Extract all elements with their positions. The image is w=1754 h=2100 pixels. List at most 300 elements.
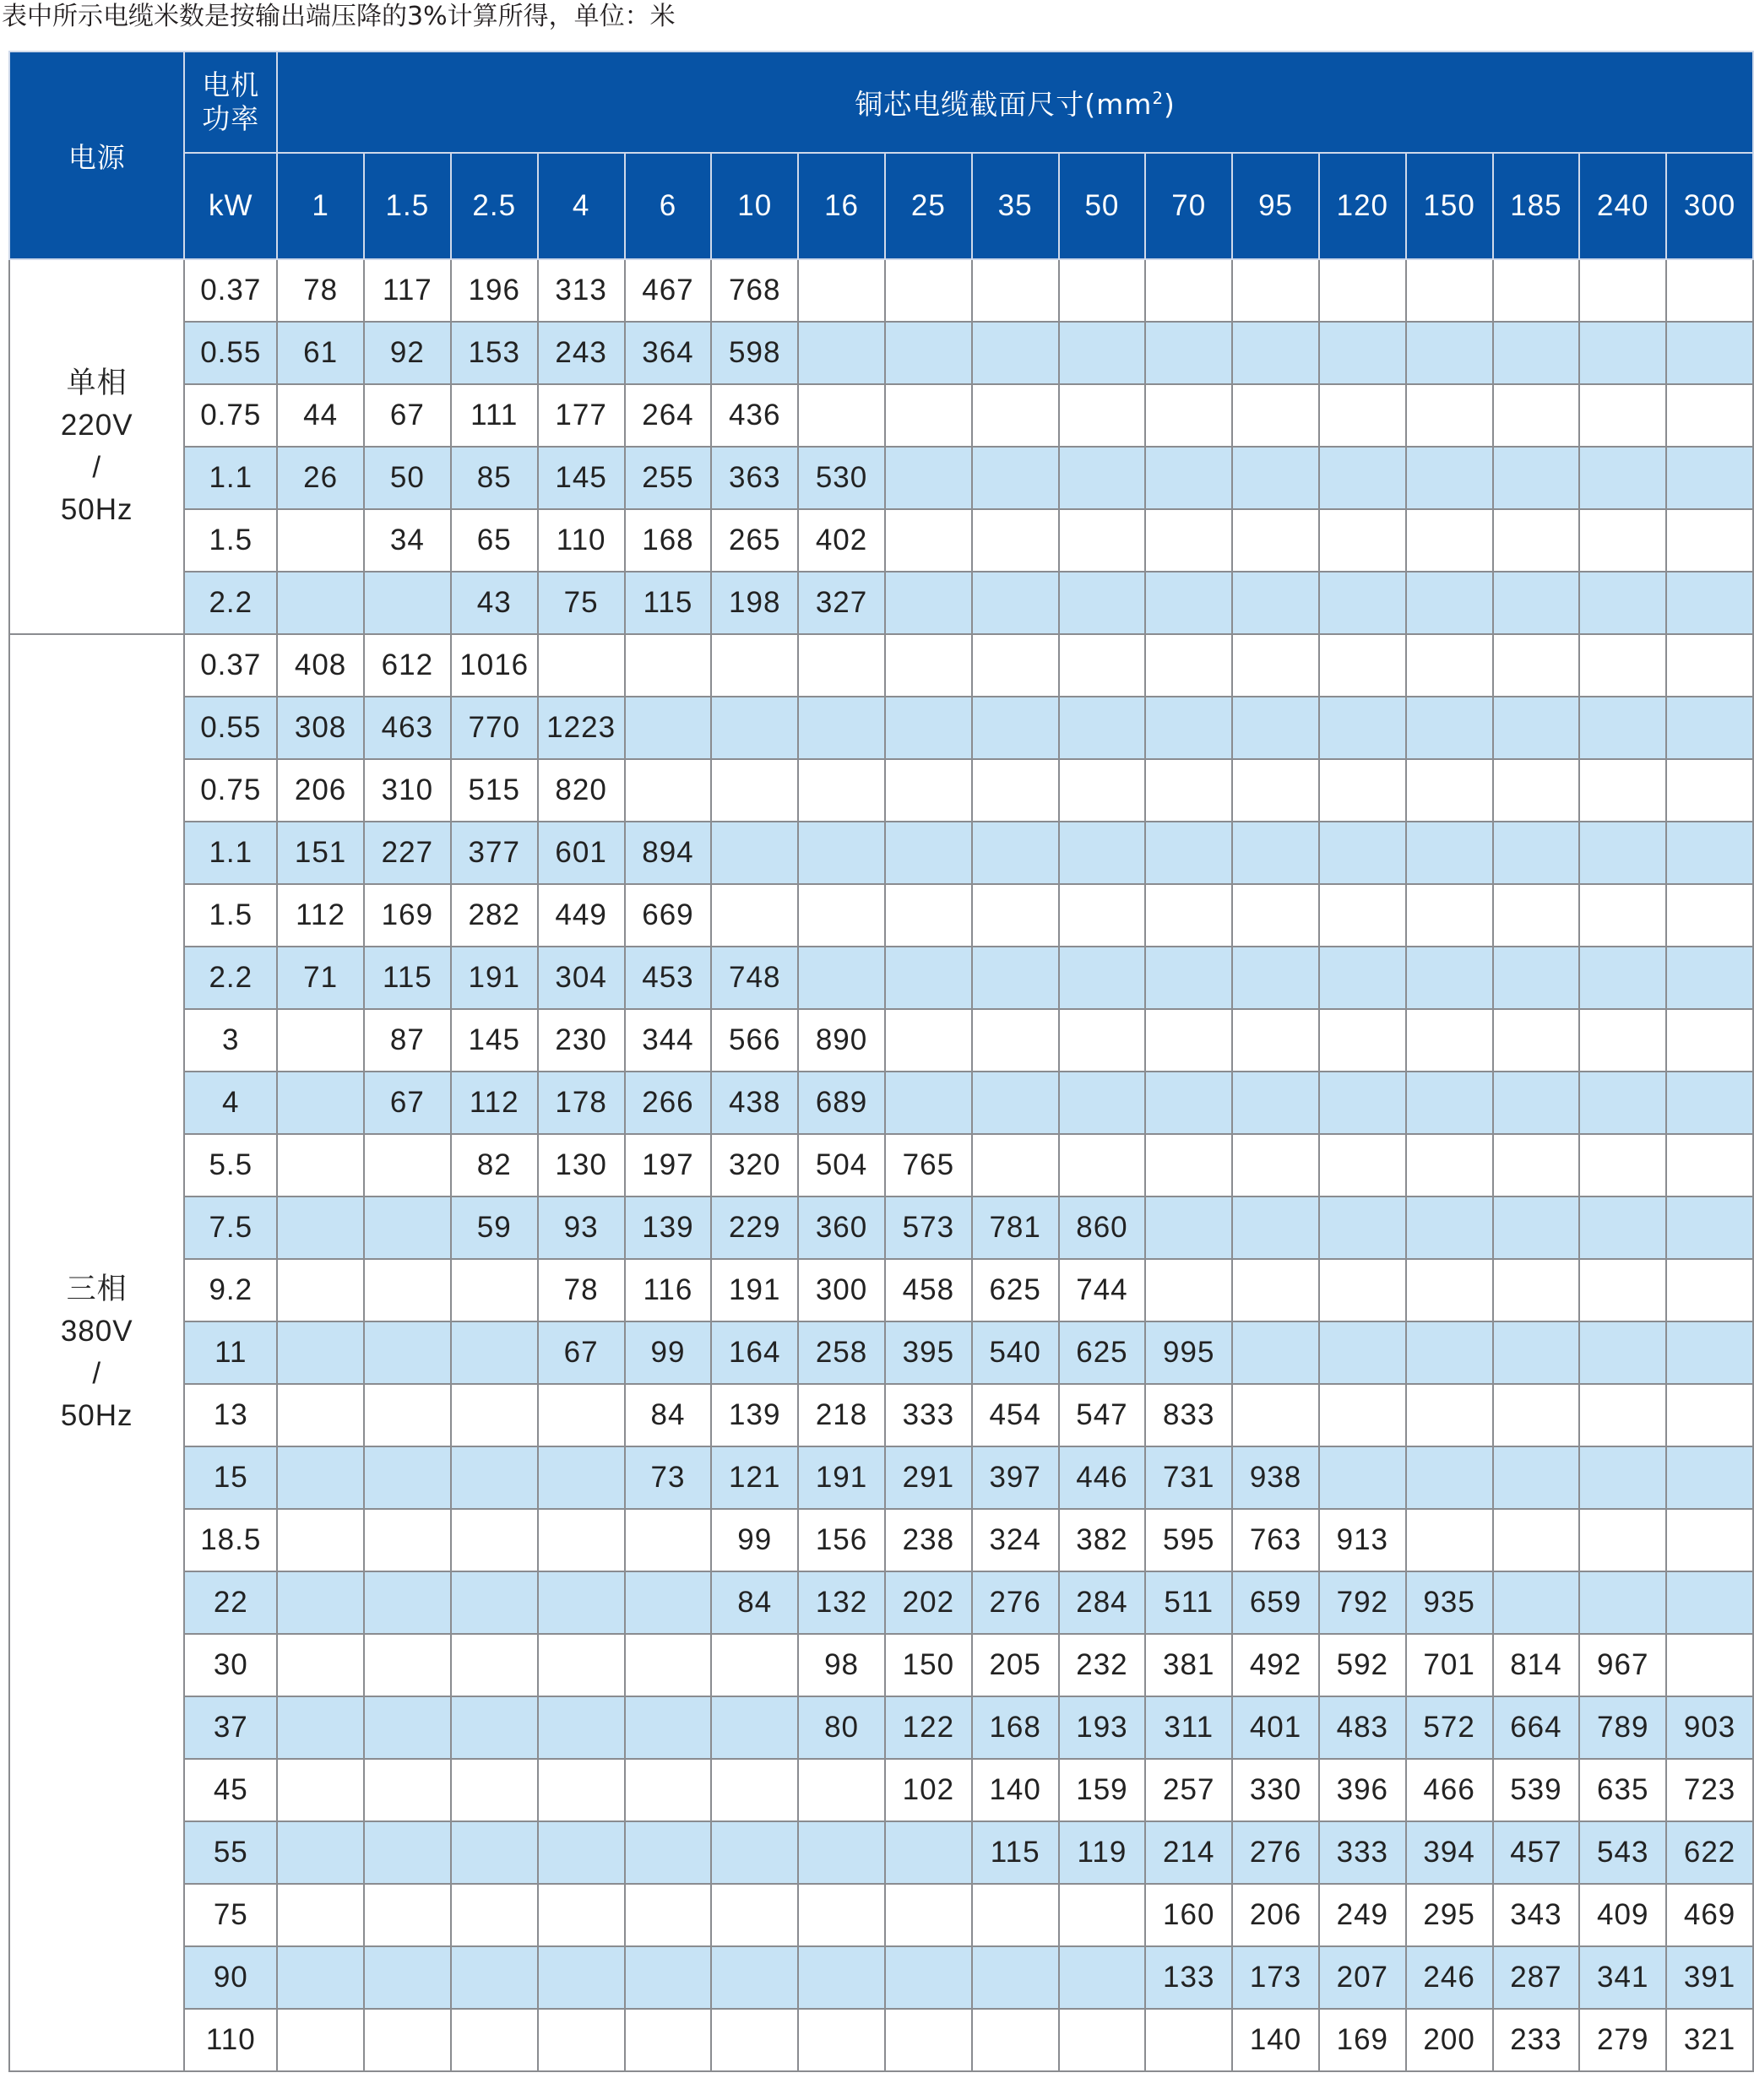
cable-length-cell: 169: [1319, 2009, 1406, 2071]
cable-length-cell: [538, 1634, 625, 1696]
motor-power-cell: 11: [184, 1321, 277, 1384]
cable-length-cell: [1666, 1134, 1753, 1197]
cable-length-cell: [1666, 634, 1753, 697]
cable-length-cell: 344: [625, 1009, 712, 1072]
cable-length-cell: [1406, 884, 1493, 947]
motor-power-cell: 0.75: [184, 384, 277, 447]
cable-length-cell: 396: [1319, 1759, 1406, 1821]
cable-length-cell: 117: [364, 259, 451, 322]
cable-length-cell: [1406, 509, 1493, 572]
cable-length-cell: 321: [1666, 2009, 1753, 2071]
cable-length-cell: [625, 697, 712, 759]
cable-length-cell: [1406, 1446, 1493, 1509]
table-row: [9, 1759, 1753, 1821]
cable-length-cell: [451, 1259, 538, 1321]
cable-length-cell: [1319, 1446, 1406, 1509]
power-source-line: /: [92, 1357, 102, 1390]
cable-length-cell: [625, 1634, 712, 1696]
cable-length-cell: [972, 1072, 1059, 1134]
cable-length-cell: [625, 2009, 712, 2071]
cable-length-cell: [798, 947, 885, 1009]
header-size-cell: 70: [1145, 153, 1232, 259]
cable-length-cell: [1493, 1321, 1580, 1384]
cable-length-cell: 492: [1232, 1634, 1319, 1696]
cable-length-cell: [1666, 384, 1753, 447]
cable-length-cell: 409: [1579, 1884, 1666, 1946]
cable-length-cell: [1493, 509, 1580, 572]
cable-length-cell: [451, 2009, 538, 2071]
cable-length-cell: [1406, 634, 1493, 697]
header-size-row: [9, 153, 1753, 259]
cable-length-cell: [1493, 259, 1580, 322]
cable-length-cell: [1319, 259, 1406, 322]
cable-length-cell: [1666, 259, 1753, 322]
cable-length-cell: [1145, 634, 1232, 697]
cable-length-cell: [1145, 1197, 1232, 1259]
motor-power-cell: 1.1: [184, 447, 277, 509]
cable-length-cell: 814: [1493, 1634, 1580, 1696]
cable-length-cell: 449: [538, 884, 625, 947]
cable-length-cell: [1319, 697, 1406, 759]
cable-length-cell: 233: [1493, 2009, 1580, 2071]
cable-length-cell: [277, 1821, 364, 1884]
header-cable-size-title-close: ): [1164, 87, 1176, 121]
header-size-cell: 16: [798, 153, 885, 259]
cable-length-cell: 364: [625, 322, 712, 384]
cable-length-cell: 748: [711, 947, 798, 1009]
cable-length-cell: [1232, 884, 1319, 947]
cable-length-cell: [1319, 509, 1406, 572]
cable-length-cell: 311: [1145, 1696, 1232, 1759]
cable-length-cell: 612: [364, 634, 451, 697]
header-size-cell: 25: [885, 153, 972, 259]
cable-length-cell: [1145, 1259, 1232, 1321]
cable-length-cell: 701: [1406, 1634, 1493, 1696]
cable-length-cell: [798, 634, 885, 697]
cable-length-cell: [972, 384, 1059, 447]
power-source-line: 220V: [60, 409, 133, 442]
cable-length-cell: [1406, 1134, 1493, 1197]
cable-length-cell: 436: [711, 384, 798, 447]
cable-length-cell: [364, 1696, 451, 1759]
cable-length-cell: [1579, 822, 1666, 884]
motor-power-cell: 1.5: [184, 884, 277, 947]
motor-power-cell: 5.5: [184, 1134, 277, 1197]
motor-power-cell: 0.75: [184, 759, 277, 822]
cable-length-cell: [1666, 697, 1753, 759]
cable-length-cell: 139: [625, 1197, 712, 1259]
cable-length-cell: 765: [885, 1134, 972, 1197]
cable-length-cell: [711, 1634, 798, 1696]
cable-length-cell: 65: [451, 509, 538, 572]
cable-length-cell: [1579, 1321, 1666, 1384]
cable-length-cell: 324: [972, 1509, 1059, 1571]
cable-length-cell: [711, 1946, 798, 2009]
cable-length-cell: 903: [1666, 1696, 1753, 1759]
cable-length-cell: [972, 447, 1059, 509]
cable-length-cell: [1666, 947, 1753, 1009]
cable-length-cell: 394: [1406, 1821, 1493, 1884]
cable-length-cell: 689: [798, 1072, 885, 1134]
motor-power-cell: 30: [184, 1634, 277, 1696]
cable-length-cell: 833: [1145, 1384, 1232, 1446]
cable-length-cell: [1666, 1509, 1753, 1571]
motor-power-cell: 0.55: [184, 322, 277, 384]
cable-length-cell: 67: [538, 1321, 625, 1384]
cable-length-cell: 789: [1579, 1696, 1666, 1759]
cable-length-cell: [1493, 1446, 1580, 1509]
cable-length-cell: [1406, 322, 1493, 384]
cable-length-cell: [1493, 572, 1580, 634]
cable-length-cell: 333: [885, 1384, 972, 1446]
cable-length-cell: [885, 822, 972, 884]
cable-length-cell: 115: [972, 1821, 1059, 1884]
cable-length-cell: [1059, 1884, 1146, 1946]
cable-length-cell: 1223: [538, 697, 625, 759]
cable-length-cell: [1319, 1384, 1406, 1446]
cable-length-cell: 540: [972, 1321, 1059, 1384]
cable-length-cell: [711, 697, 798, 759]
header-size-cell: 1: [277, 153, 364, 259]
cable-length-cell: [538, 2009, 625, 2071]
table-row: [9, 884, 1753, 947]
cable-length-cell: [1232, 322, 1319, 384]
cable-length-cell: [538, 1821, 625, 1884]
cable-length-cell: 308: [277, 697, 364, 759]
cable-length-cell: [1406, 1384, 1493, 1446]
motor-power-cell: 37: [184, 1696, 277, 1759]
cable-length-cell: [625, 759, 712, 822]
cable-length-cell: 115: [364, 947, 451, 1009]
cable-length-cell: [1059, 322, 1146, 384]
header-power-source: 电源: [9, 52, 184, 259]
cable-length-cell: 84: [625, 1384, 712, 1446]
cable-length-cell: 768: [711, 259, 798, 322]
cable-length-cell: [1059, 759, 1146, 822]
cable-length-cell: [625, 1884, 712, 1946]
cable-length-cell: [1145, 947, 1232, 1009]
cable-length-cell: [885, 1884, 972, 1946]
cable-length-cell: [451, 1696, 538, 1759]
cable-length-cell: [1145, 509, 1232, 572]
cable-length-cell: [1406, 1509, 1493, 1571]
header-size-cell: 50: [1059, 153, 1146, 259]
cable-length-cell: [538, 1571, 625, 1634]
cable-length-cell: [798, 822, 885, 884]
cable-length-cell: 168: [972, 1696, 1059, 1759]
motor-power-cell: 4: [184, 1072, 277, 1134]
cable-length-cell: 230: [538, 1009, 625, 1072]
cable-length-cell: [972, 1946, 1059, 2009]
cable-length-cell: [1145, 697, 1232, 759]
cable-length-cell: [885, 572, 972, 634]
cable-length-cell: [1406, 1197, 1493, 1259]
cable-length-cell: [451, 1509, 538, 1571]
cable-length-cell: [885, 697, 972, 759]
table-row: [9, 697, 1753, 759]
cable-length-cell: [277, 1072, 364, 1134]
cable-length-cell: [1319, 572, 1406, 634]
cable-length-cell: [1059, 1009, 1146, 1072]
motor-power-cell: 45: [184, 1759, 277, 1821]
cable-length-cell: [1493, 1571, 1580, 1634]
cable-length-cell: 295: [1406, 1884, 1493, 1946]
cable-length-cell: 67: [364, 384, 451, 447]
cable-length-cell: [1406, 947, 1493, 1009]
cable-length-cell: [364, 1759, 451, 1821]
cable-length-cell: 363: [711, 447, 798, 509]
cable-length-cell: 391: [1666, 1946, 1753, 2009]
cable-length-cell: 258: [798, 1321, 885, 1384]
cable-length-cell: [625, 1821, 712, 1884]
cable-length-cell: [277, 1134, 364, 1197]
cable-length-cell: 341: [1579, 1946, 1666, 2009]
cable-length-cell: 191: [711, 1259, 798, 1321]
cable-length-cell: [972, 759, 1059, 822]
table-row: [9, 1509, 1753, 1571]
cable-length-cell: [972, 322, 1059, 384]
cable-length-cell: 530: [798, 447, 885, 509]
header-size-cell: 95: [1232, 153, 1319, 259]
cable-length-cell: 73: [625, 1446, 712, 1509]
cable-length-cell: [1059, 384, 1146, 447]
cable-length-cell: [277, 509, 364, 572]
cable-length-cell: 446: [1059, 1446, 1146, 1509]
cable-length-cell: 913: [1319, 1509, 1406, 1571]
cable-length-cell: [1406, 1072, 1493, 1134]
cable-length-cell: [1493, 1509, 1580, 1571]
cable-length-cell: 723: [1666, 1759, 1753, 1821]
motor-power-cell: 15: [184, 1446, 277, 1509]
motor-power-cell: 9.2: [184, 1259, 277, 1321]
cable-length-cell: [1319, 947, 1406, 1009]
header-cable-size-superscript: 2: [1152, 88, 1165, 108]
cable-length-cell: [277, 1759, 364, 1821]
cable-length-cell: 238: [885, 1509, 972, 1571]
cable-length-cell: [1579, 1384, 1666, 1446]
cable-length-cell: [711, 634, 798, 697]
cable-length-cell: 279: [1579, 2009, 1666, 2071]
cable-length-cell: 266: [625, 1072, 712, 1134]
cable-length-cell: [1579, 884, 1666, 947]
cable-length-cell: [711, 1759, 798, 1821]
cable-length-cell: [711, 884, 798, 947]
cable-length-cell: 249: [1319, 1884, 1406, 1946]
cable-length-cell: [1493, 759, 1580, 822]
cable-length-cell: [1232, 1072, 1319, 1134]
cable-length-cell: 93: [538, 1197, 625, 1259]
header-size-cell: 1.5: [364, 153, 451, 259]
cable-length-cell: [885, 884, 972, 947]
cable-length-cell: [1579, 572, 1666, 634]
cable-length-cell: [711, 822, 798, 884]
cable-length-cell: [1493, 947, 1580, 1009]
cable-length-cell: [972, 1884, 1059, 1946]
cable-length-cell: [798, 259, 885, 322]
cable-length-cell: [972, 634, 1059, 697]
power-source-line: /: [92, 451, 102, 484]
cable-length-cell: 169: [364, 884, 451, 947]
cable-length-cell: 115: [625, 572, 712, 634]
cable-length-cell: [1406, 384, 1493, 447]
cable-length-cell: [538, 1759, 625, 1821]
motor-power-cell: 2.2: [184, 572, 277, 634]
cable-length-cell: [1319, 1197, 1406, 1259]
cable-length-cell: 59: [451, 1197, 538, 1259]
cable-length-cell: 75: [538, 572, 625, 634]
cable-length-cell: [277, 1197, 364, 1259]
cable-length-cell: [798, 1759, 885, 1821]
cable-length-cell: 198: [711, 572, 798, 634]
table-row: [9, 1321, 1753, 1384]
cable-length-cell: [538, 634, 625, 697]
header-size-cell: 150: [1406, 153, 1493, 259]
cable-length-cell: 99: [711, 1509, 798, 1571]
cable-length-cell: 145: [538, 447, 625, 509]
power-source-line: 380V: [60, 1315, 133, 1348]
header-size-cell: 6: [625, 153, 712, 259]
table-row: [9, 634, 1753, 697]
cable-length-cell: [277, 1259, 364, 1321]
cable-length-cell: [1145, 1072, 1232, 1134]
cable-length-cell: [1666, 1321, 1753, 1384]
cable-length-cell: [1579, 1446, 1666, 1509]
cable-length-cell: 243: [538, 322, 625, 384]
cable-length-cell: 408: [277, 634, 364, 697]
cable-length-cell: 160: [1145, 1884, 1232, 1946]
cable-length-cell: [451, 1884, 538, 1946]
cable-length-cell: [1232, 634, 1319, 697]
header-kw-unit: kW: [184, 153, 277, 259]
header-size-cell: 4: [538, 153, 625, 259]
cable-length-cell: [1059, 259, 1146, 322]
cable-length-cell: [885, 2009, 972, 2071]
cable-length-cell: 191: [451, 947, 538, 1009]
cable-length-cell: 467: [625, 259, 712, 322]
cable-length-cell: [972, 1134, 1059, 1197]
cable-length-cell: 257: [1145, 1759, 1232, 1821]
cable-length-cell: [1579, 1571, 1666, 1634]
cable-length-cell: 573: [885, 1197, 972, 1259]
cable-length-cell: 397: [972, 1446, 1059, 1509]
cable-length-cell: [972, 259, 1059, 322]
cable-length-cell: [1493, 322, 1580, 384]
cable-length-cell: 622: [1666, 1821, 1753, 1884]
cable-length-cell: [1319, 1009, 1406, 1072]
cable-length-cell: [451, 1321, 538, 1384]
motor-power-cell: 1.5: [184, 509, 277, 572]
cable-length-cell: [538, 1509, 625, 1571]
cable-length-cell: [1579, 1072, 1666, 1134]
cable-length-cell: [1666, 1446, 1753, 1509]
cable-length-cell: [1579, 509, 1666, 572]
cable-length-cell: 995: [1145, 1321, 1232, 1384]
cable-length-cell: 145: [451, 1009, 538, 1072]
cable-length-cell: [277, 572, 364, 634]
cable-length-cell: 402: [798, 509, 885, 572]
cable-length-cell: [1059, 509, 1146, 572]
table-row: [9, 1696, 1753, 1759]
cable-length-cell: [1232, 384, 1319, 447]
cable-length-cell: 43: [451, 572, 538, 634]
cable-length-cell: [1406, 572, 1493, 634]
cable-length-cell: [1666, 1197, 1753, 1259]
motor-power-cell: 75: [184, 1884, 277, 1946]
table-body: [9, 259, 1753, 2071]
cable-length-cell: [451, 1821, 538, 1884]
motor-power-cell: 90: [184, 1946, 277, 2009]
cable-length-cell: [1059, 1134, 1146, 1197]
cable-length-cell: 310: [364, 759, 451, 822]
cable-length-cell: 792: [1319, 1571, 1406, 1634]
cable-length-cell: 438: [711, 1072, 798, 1134]
table-row: [9, 259, 1753, 322]
cable-length-cell: 820: [538, 759, 625, 822]
cable-length-cell: 191: [798, 1446, 885, 1509]
header-size-cell: 120: [1319, 153, 1406, 259]
cable-length-cell: 119: [1059, 1821, 1146, 1884]
cable-length-cell: [1493, 822, 1580, 884]
cable-length-cell: 67: [364, 1072, 451, 1134]
cable-length-cell: [364, 1634, 451, 1696]
cable-length-cell: [1145, 2009, 1232, 2071]
power-source-cell: [9, 259, 184, 634]
cable-length-cell: [1666, 1259, 1753, 1321]
cable-length-cell: [1059, 697, 1146, 759]
cable-length-cell: [798, 1946, 885, 2009]
cable-length-cell: 218: [798, 1384, 885, 1446]
cable-length-cell: [1666, 1384, 1753, 1446]
cable-length-cell: 543: [1579, 1821, 1666, 1884]
header-size-cell: 2.5: [451, 153, 538, 259]
cable-length-cell: [1145, 572, 1232, 634]
cable-length-cell: 139: [711, 1384, 798, 1446]
cable-length-cell: [1232, 1134, 1319, 1197]
cable-length-cell: [1666, 759, 1753, 822]
cable-length-cell: 860: [1059, 1197, 1146, 1259]
cable-length-cell: [451, 1571, 538, 1634]
cable-length-cell: [1319, 1259, 1406, 1321]
cable-length-cell: [277, 1634, 364, 1696]
cable-length-cell: 320: [711, 1134, 798, 1197]
cable-length-cell: [1493, 1072, 1580, 1134]
cable-length-cell: [277, 1571, 364, 1634]
cable-length-cell: [451, 1759, 538, 1821]
cable-length-cell: [364, 1446, 451, 1509]
cable-length-cell: [1232, 947, 1319, 1009]
cable-length-cell: 255: [625, 447, 712, 509]
cable-length-cell: 197: [625, 1134, 712, 1197]
cable-length-cell: 343: [1493, 1884, 1580, 1946]
cable-length-cell: [1406, 259, 1493, 322]
cable-length-cell: [885, 759, 972, 822]
cable-length-cell: [364, 1821, 451, 1884]
table-row: [9, 822, 1753, 884]
cable-length-cell: [1319, 384, 1406, 447]
cable-length-cell: 84: [711, 1571, 798, 1634]
cable-length-cell: [711, 759, 798, 822]
cable-length-cell: [277, 1446, 364, 1509]
cable-length-cell: 377: [451, 822, 538, 884]
cable-length-cell: 483: [1319, 1696, 1406, 1759]
header-motor-power-line1: 电机: [202, 68, 260, 101]
motor-power-cell: 2.2: [184, 947, 277, 1009]
cable-length-cell: 112: [451, 1072, 538, 1134]
cable-length-cell: 178: [538, 1072, 625, 1134]
cable-length-cell: [1232, 509, 1319, 572]
cable-length-cell: 454: [972, 1384, 1059, 1446]
cable-length-cell: 382: [1059, 1509, 1146, 1571]
